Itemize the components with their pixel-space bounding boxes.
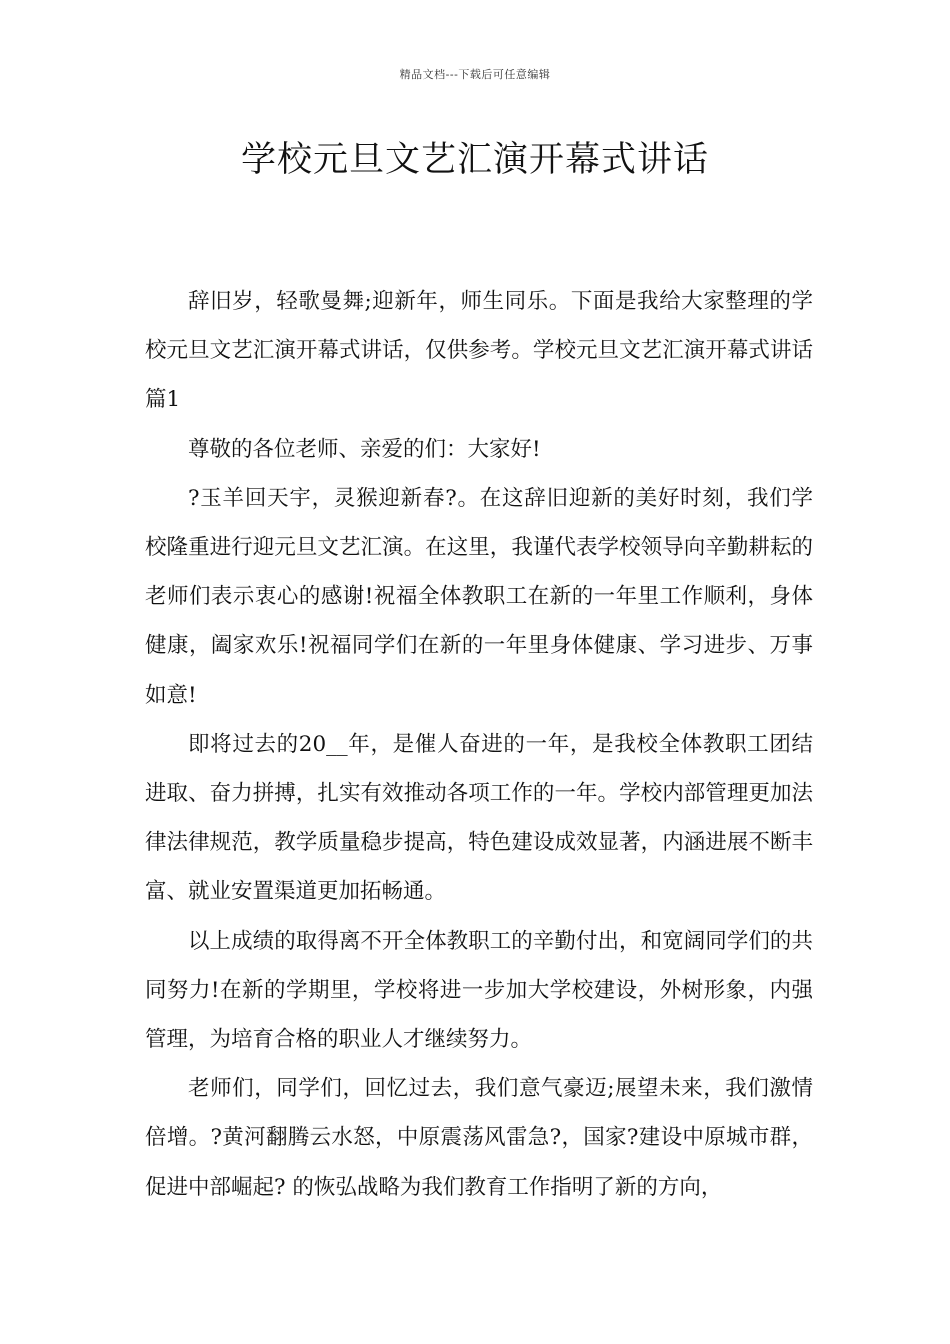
paragraph-new-year-wishes: ?玉羊回天宇，灵猴迎新春?。在这辞旧迎新的美好时刻，我们学校隆重进行迎元旦文艺汇演。在这里，我谨代表学校领导向辛勤耕耘的老师们表示衷心的感谢!祝福全体教职工在新的一年里工作顺利，身体健康，阖家欢乐!祝福同学们在新的一年里身体健康、学习进步、万事如意! xyxy=(145,485,813,708)
paragraph-intro: 辞旧岁，轻歌曼舞;迎新年，师生同乐。下面是我给大家整理的学校元旦文艺汇演开幕式讲话，仅供参考。学校元旦文艺汇演开幕式讲话篇1 xyxy=(145,289,813,413)
header-note: 精品文档---下载后可任意编辑 xyxy=(399,68,551,81)
document-title: 学校元旦文艺汇演开幕式讲话 xyxy=(240,140,709,180)
paragraph-year-review: 即将过去的20__年，是催人奋进的一年，是我校全体教职工团结进取、奋力拼搏，扎实有效推动各项工作的一年。学校内部管理更加法律法律规范，教学质量稳步提高，特色建设成效显著，内涵进展不断丰富、就业安置渠道更加拓畅通。 xyxy=(145,731,813,905)
paragraph-outlook: 老师们，同学们，回忆过去，我们意气豪迈;展望未来，我们激情倍增。?黄河翻腾云水怒，中原震荡风雷急?，国家?建设中原城市群，促进中部崛起? 的恢弘战略为我们教育工作指明了新的方向， xyxy=(145,1076,813,1200)
paragraph-greeting: 尊敬的各位老师、亲爱的们：大家好! xyxy=(188,436,541,462)
paragraph-achievements: 以上成绩的取得离不开全体教职工的辛勤付出，和宽阔同学们的共同努力!在新的学期里，学校将进一步加大学校建设，外树形象，内强管理，为培育合格的职业人才继续努力。 xyxy=(145,928,813,1053)
document-body xyxy=(145,277,813,1212)
